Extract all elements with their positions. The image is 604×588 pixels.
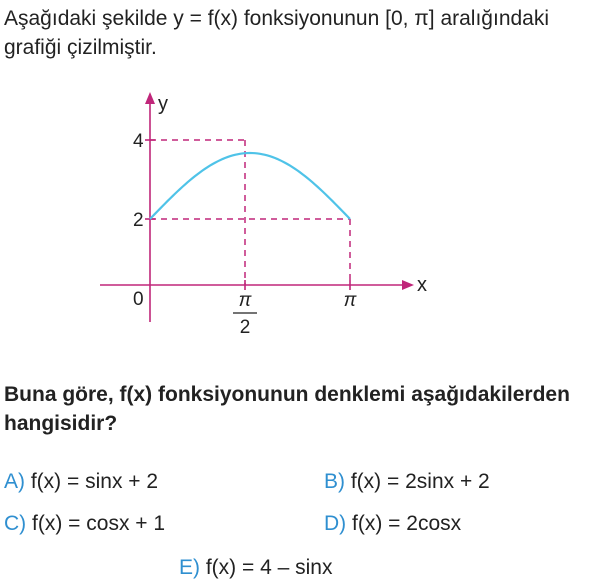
option-c[interactable]	[4, 511, 165, 537]
intro-text: Aşağıdaki şekilde y = f(x) fonksiyonunun [0, π] aralığındaki grafiği çizilmiştir.	[4, 7, 550, 59]
x-axis-label: x	[417, 274, 427, 296]
option-b-letter: B)	[324, 470, 345, 493]
y-axis-label: y	[158, 93, 168, 115]
question-text: Buna göre, f(x) fonksiyonunun denklemi aşağıdakilerden hangisidir?	[4, 383, 570, 435]
option-a-text: f(x) = sinx + 2	[30, 470, 159, 493]
option-d-text: f(x) = 2cosx	[352, 512, 462, 535]
y-axis-arrow	[145, 92, 155, 104]
option-e-letter: E)	[179, 556, 200, 579]
option-e[interactable]	[179, 555, 332, 581]
origin-label: 0	[133, 289, 144, 310]
option-c-letter: C)	[4, 512, 27, 535]
option-a-letter: A)	[4, 470, 25, 493]
option-d[interactable]	[324, 511, 461, 537]
function-curve	[150, 153, 350, 219]
option-a[interactable]	[4, 469, 158, 495]
option-c-text: f(x) = cosx + 1	[32, 512, 166, 535]
option-e-text: f(x) = 4 – sinx	[205, 556, 333, 579]
x-tick-pi-label: π	[343, 290, 357, 311]
x-tick-half-pi-numerator: π	[238, 290, 252, 311]
option-b[interactable]	[324, 469, 490, 495]
x-tick-half-pi-denominator: 2	[239, 317, 251, 338]
option-d-letter: D)	[324, 512, 347, 535]
y-tick-4-label: 4	[133, 131, 144, 152]
option-b-text: f(x) = 2sinx + 2	[350, 470, 490, 493]
y-tick-2-label: 2	[133, 210, 144, 231]
x-axis-arrow	[402, 280, 414, 290]
